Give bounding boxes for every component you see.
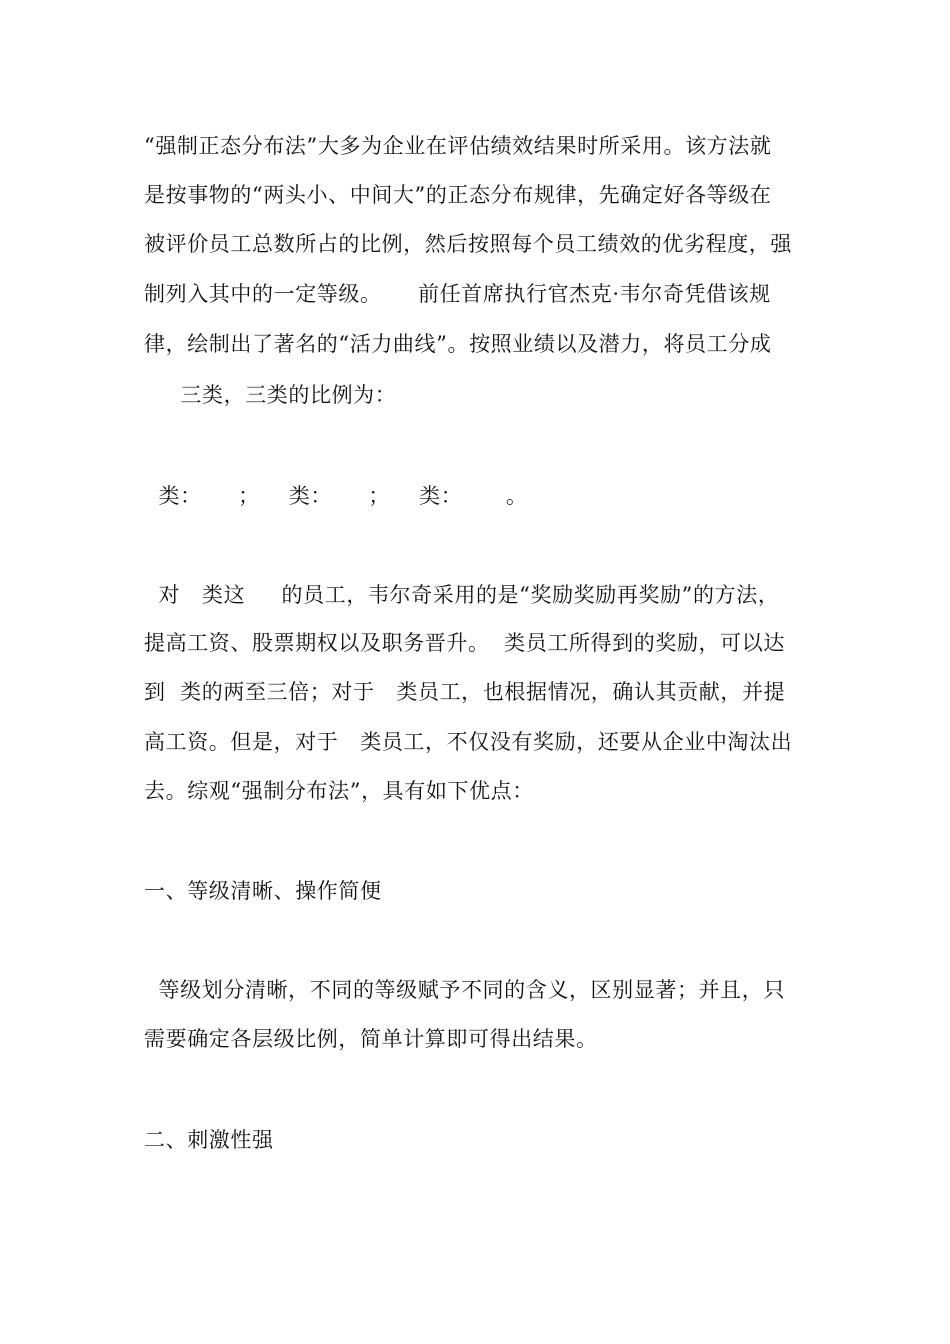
paragraph-1-line-4: 制列入其中的一定等级。 前任首席执行官杰克·韦尔奇凭借该规 bbox=[144, 282, 771, 306]
paragraph-1-line-5: 律，绘制出了著名的“活力曲线”。按照业绩以及潜力，将员工分成 bbox=[144, 332, 772, 356]
paragraph-3-line-1: 等级划分清晰，不同的等级赋予不同的含义，区别显著；并且，只 bbox=[144, 978, 785, 1002]
paragraph-1-line-2: 是按事物的“两头小、中间大”的正态分布规律，先确定好各等级在 bbox=[144, 183, 772, 207]
ratio-line: 类： ； 类： ； 类： 。 bbox=[144, 484, 528, 508]
paragraph-2-line-1: 对 类这 的员工，韦尔奇采用的是“奖励奖励再奖励”的方法， bbox=[144, 583, 780, 607]
paragraph-2-line-4: 高工资。但是，对于 类员工，不仅没有奖励，还要从企业中淘汰出 bbox=[144, 730, 793, 754]
section-heading-1: 一、等级清晰、操作简便 bbox=[144, 879, 382, 903]
paragraph-2-line-3: 到 类的两至三倍；对于 类员工，也根据情况，确认其贡献，并提 bbox=[144, 680, 786, 704]
paragraph-1-line-1: “强制正态分布法”大多为企业在评估绩效结果时所采用。该方法就 bbox=[144, 134, 772, 158]
paragraph-3-line-2: 需要确定各层级比例，简单计算即可得出结果。 bbox=[144, 1027, 598, 1051]
paragraph-1-line-6: 三类，三类的比例为： bbox=[144, 383, 397, 407]
section-heading-2: 二、刺激性强 bbox=[144, 1128, 274, 1152]
paragraph-2-line-5: 去。综观“强制分布法”，具有如下优点： bbox=[144, 779, 534, 803]
paragraph-2-line-2: 提高工资、股票期权以及职务晋升。 类员工所得到的奖励，可以达 bbox=[144, 631, 785, 655]
paragraph-1-line-3: 被评价员工总数所占的比例，然后按照每个员工绩效的优劣程度，强 bbox=[144, 232, 792, 256]
